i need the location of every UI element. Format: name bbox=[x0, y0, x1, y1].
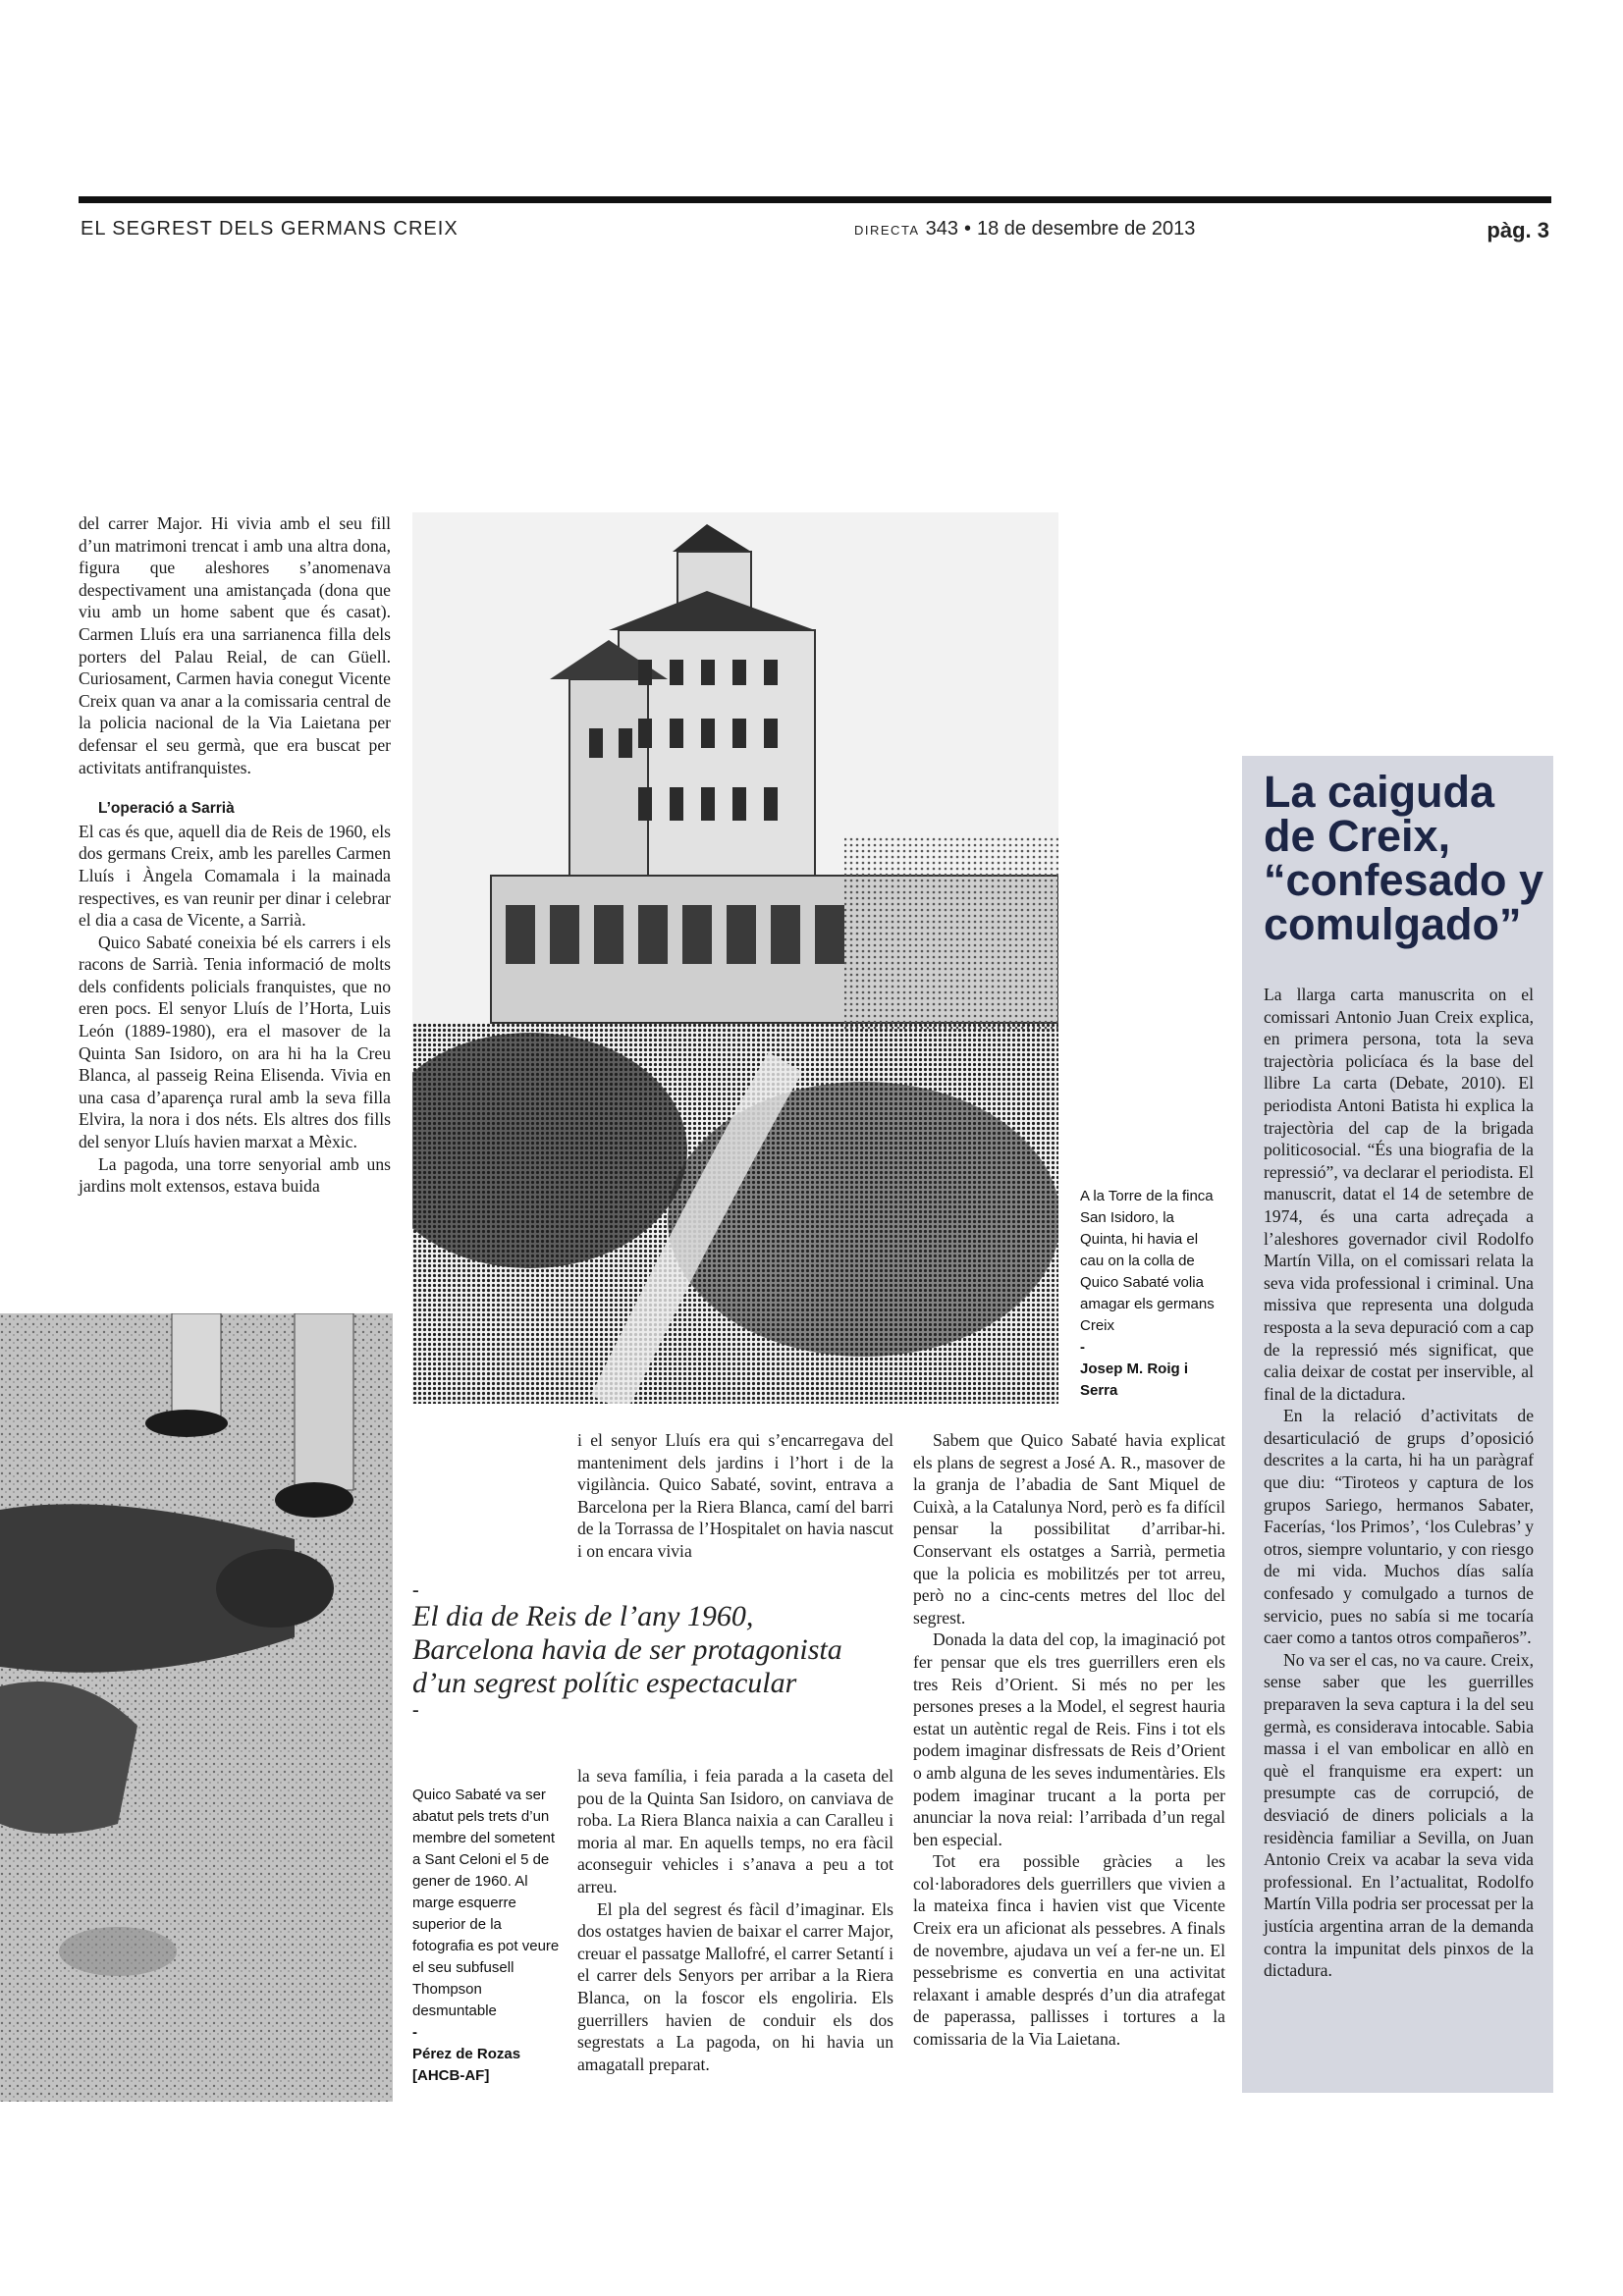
caption-dash: - bbox=[412, 2024, 417, 2041]
header-rule bbox=[79, 196, 1551, 203]
villa-photo bbox=[412, 512, 1058, 1404]
sabate-illustration bbox=[0, 1313, 393, 2102]
paragraph: El cas és que, aquell dia de Reis de 1960, els dos germans Creix, amb les parelles Carmen Lluís i Àngela Comamala i la mainada respectives, es van reunir per dinar i celebrar el dia a casa de Vicente, a Sarrià. bbox=[79, 821, 391, 931]
sidebar-body bbox=[1264, 984, 1534, 1982]
pull-quote-dash-bottom: - bbox=[412, 1699, 419, 1721]
paragraph: El pla del segrest és fàcil d’imaginar. Els dos ostatges havien de baixar el carrer Major, creuar el passatge Mallofré, el carrer Setantí i el carrer dels Senyors per arribar a la Riera Blanca, on la foscor els engoliria. Els guerrillers havien de conduir els dos segrestats a La pagoda, on hi havia un amagatall preparat. bbox=[577, 1898, 893, 2074]
caption-text: A la Torre de la finca San Isidoro, la Quinta, hi havia el cau on la colla de Quico Sabaté volia amagar els germans Creix bbox=[1080, 1188, 1215, 1334]
pull-quote bbox=[412, 1580, 854, 1720]
sidebar-title: La caiguda de Creix, “confesado y comulgado” bbox=[1264, 767, 1544, 949]
paragraph: En la relació d’activitats de desarticulació de grups d’oposició descrites a la carta, hi ha un paràgraf que diu: “Tiroteos y captura de los grupos Sariego, hermanos Sabater, Facerías, ‘los Primos’, ‘los Culebras’ y otros, siempre voluntario, y con riesgo de mi vida. Muchos días salía confesado y comulgado a turnos de servicio, pues no sabía si me tocaría caer como a tantos otros compañeros”. bbox=[1264, 1406, 1534, 1648]
article-column-2-bottom bbox=[577, 1765, 893, 2075]
issue-info: DIRECTA 343 • 18 de desembre de 2013 bbox=[854, 218, 1196, 240]
article-column-2-top bbox=[577, 1429, 893, 1563]
paragraph: i el senyor Lluís era qui s’encarregava del manteniment dels jardins i l’hort i de la vigilància. Quico Sabaté, sovint, entrava a Barcelona per la Riera Blanca, camí del barri de la Torrassa de l’Hospitalet on havia nascut i on encara vivia bbox=[577, 1430, 893, 1561]
sidebar-box bbox=[1242, 756, 1553, 2093]
paragraph: Sabem que Quico Sabaté havia explicat els plans de segrest a José A. R., masover de la granja de l’abadia de Sant Miquel de Cuixà, a la Catalunya Nord, però es fa difícil pensar la possibilitat d’arribar-hi. Conservant els ostatges a Sarrià, permetia que la policia es mobilitzés per tot arreu, però no a cinc-cents metres del lloc del segrest. bbox=[913, 1430, 1225, 1628]
villa-photo-caption bbox=[1080, 1186, 1217, 1402]
section-title: EL SEGREST DELS GERMANS CREIX bbox=[81, 218, 459, 240]
caption-dash: - bbox=[1080, 1339, 1085, 1356]
issue-date: 18 de desembre de 2013 bbox=[977, 218, 1196, 240]
photo-credit: Josep M. Roig i Serra bbox=[1080, 1361, 1189, 1399]
subheading: L’operació a Sarrià bbox=[98, 800, 235, 818]
paragraph: La pagoda, una torre senyorial amb uns jardins molt extensos, estava buida bbox=[79, 1153, 391, 1197]
paragraph: La llarga carta manuscrita on el comissari Antonio Juan Creix explica, en primera persona, tota la seva trajectòria policíaca és la base del llibre La carta (Debate, 2010). El periodista Antoni Batista hi explica la trajectòria del cap de la brigada politicosocial. “És una biografia de la repressió”, va declarar el periodista. El manuscrit, datat el 14 de setembre de 1974, és una carta adreçada a l’aleshores governador civil Rodolfo Martín Villa, on el comissari relata la seva vida professional i criminal. Una missiva que representa una dolguda resposta a la seva depuració com a cap de la repressió més significat, que calia deixar de costat per inservible, al final de la dictadura. bbox=[1264, 985, 1534, 1404]
paragraph: No va ser el cas, no va caure. Creix, sense saber que les guerrilles preparaven la seva captura i la del seu germà, es considerava intocable. Sabia massa i el van embolicar en allò en què el franquisme era expert: un presumpte cas de corrupció, de desviació de diners policials a la residència familiar a Sevilla, on Juan Antonio Creix va acabar la seva vida professional. En l’actualitat, Rodolfo Martín Villa podria ser processat per la justícia argentina arran de la demanda contra la impunitat dels pinxos de la dictadura. bbox=[1264, 1649, 1534, 1981]
pull-quote-dash-top: - bbox=[412, 1579, 419, 1601]
paragraph: Quico Sabaté coneixia bé els carrers i els racons de Sarrià. Tenia informació de molts dels confidents policials franquistes, que no eren pocs. El senyor Lluís de l’Horta, Luis León (1889-1980), era el masover de la Quinta San Isidoro, on ara hi ha la Creu Blanca, al passeig Reina Elisenda. Vivia en una casa d’aparença rural amb la seva filla Elvira, la nora i dos néts. Els altres dos fills del senyor Lluís havien marxat a Mèxic. bbox=[79, 932, 391, 1152]
page-number: pàg. 3 bbox=[1487, 218, 1549, 242]
brand-name: DIRECTA bbox=[854, 223, 920, 238]
paragraph: Tot era possible gràcies a les col·laboradores dels guerrillers que vivien a la mateixa finca i havien vist que Vicente Creix era un aficionat als pessebres. A finals de novembre, ajudava un veí a fer-ne un. El pessebrisme es convertia en una activitat relaxant i amable després d’un dia atrafegat de paperassa, pallisses i tortures a la comissaria de la Via Laietana. bbox=[913, 1851, 1225, 2050]
sabate-photo bbox=[0, 1313, 393, 2102]
article-column-1 bbox=[79, 512, 391, 1198]
paragraph: la seva família, i feia parada a la caseta del pou de la Quinta San Isidoro, on canviava de roba. La Riera Blanca naixia a can Caralleu i moria al mar. En aquells temps, no era fàcil aconseguir vehicles i s’anava a peu a tot arreu. bbox=[577, 1766, 893, 1896]
caption-text: Quico Sabaté va ser abatut pels trets d’un membre del sometent a Sant Celoni el 5 de gener de 1960. Al marge esquerre superior de la fotografia es pot veure el seu subfusell Thompson desmuntable bbox=[412, 1787, 560, 2019]
villa-illustration bbox=[412, 512, 1058, 1404]
paragraph: Donada la data del cop, la imaginació pot fer pensar que els tres guerrillers eren els tres Reis d’Orient. Si més no per les persones preses a la Model, el segrest hauria estat un autèntic regal de Reis. Fins i tot els podem imaginar disfressats de Reis d’Orient o amb alguna de les seves indumentàries. Els podem imaginar trucant a la porta per anunciar la nova reial: l’arribada d’un regal ben especial. bbox=[913, 1629, 1225, 1849]
paragraph: del carrer Major. Hi vivia amb el seu fill d’un matrimoni trencat i amb una altra dona, figura que aleshores s’anomenava despectivament una amistançada (dona que viu amb un home sabent que és casat). Carmen Lluís era una sarrianenca filla dels porters del Palau Reial, de can Güell. Curiosament, Carmen havia conegut Vicente Creix quan va anar a la comissaria central de la policia nacional de la Via Laietana per defensar el seu germà, que era buscat per activitats antifranquistes. bbox=[79, 513, 391, 777]
sabate-photo-caption bbox=[412, 1785, 560, 2087]
article-column-3 bbox=[913, 1429, 1225, 2051]
pull-quote-text: El dia de Reis de l’any 1960, Barcelona havia de ser protagonista d’un segrest polític espectacular bbox=[412, 1600, 842, 1699]
photo-credit: Pérez de Rozas [AHCB-AF] bbox=[412, 2046, 521, 2084]
issue-number: 343 bbox=[925, 218, 958, 240]
